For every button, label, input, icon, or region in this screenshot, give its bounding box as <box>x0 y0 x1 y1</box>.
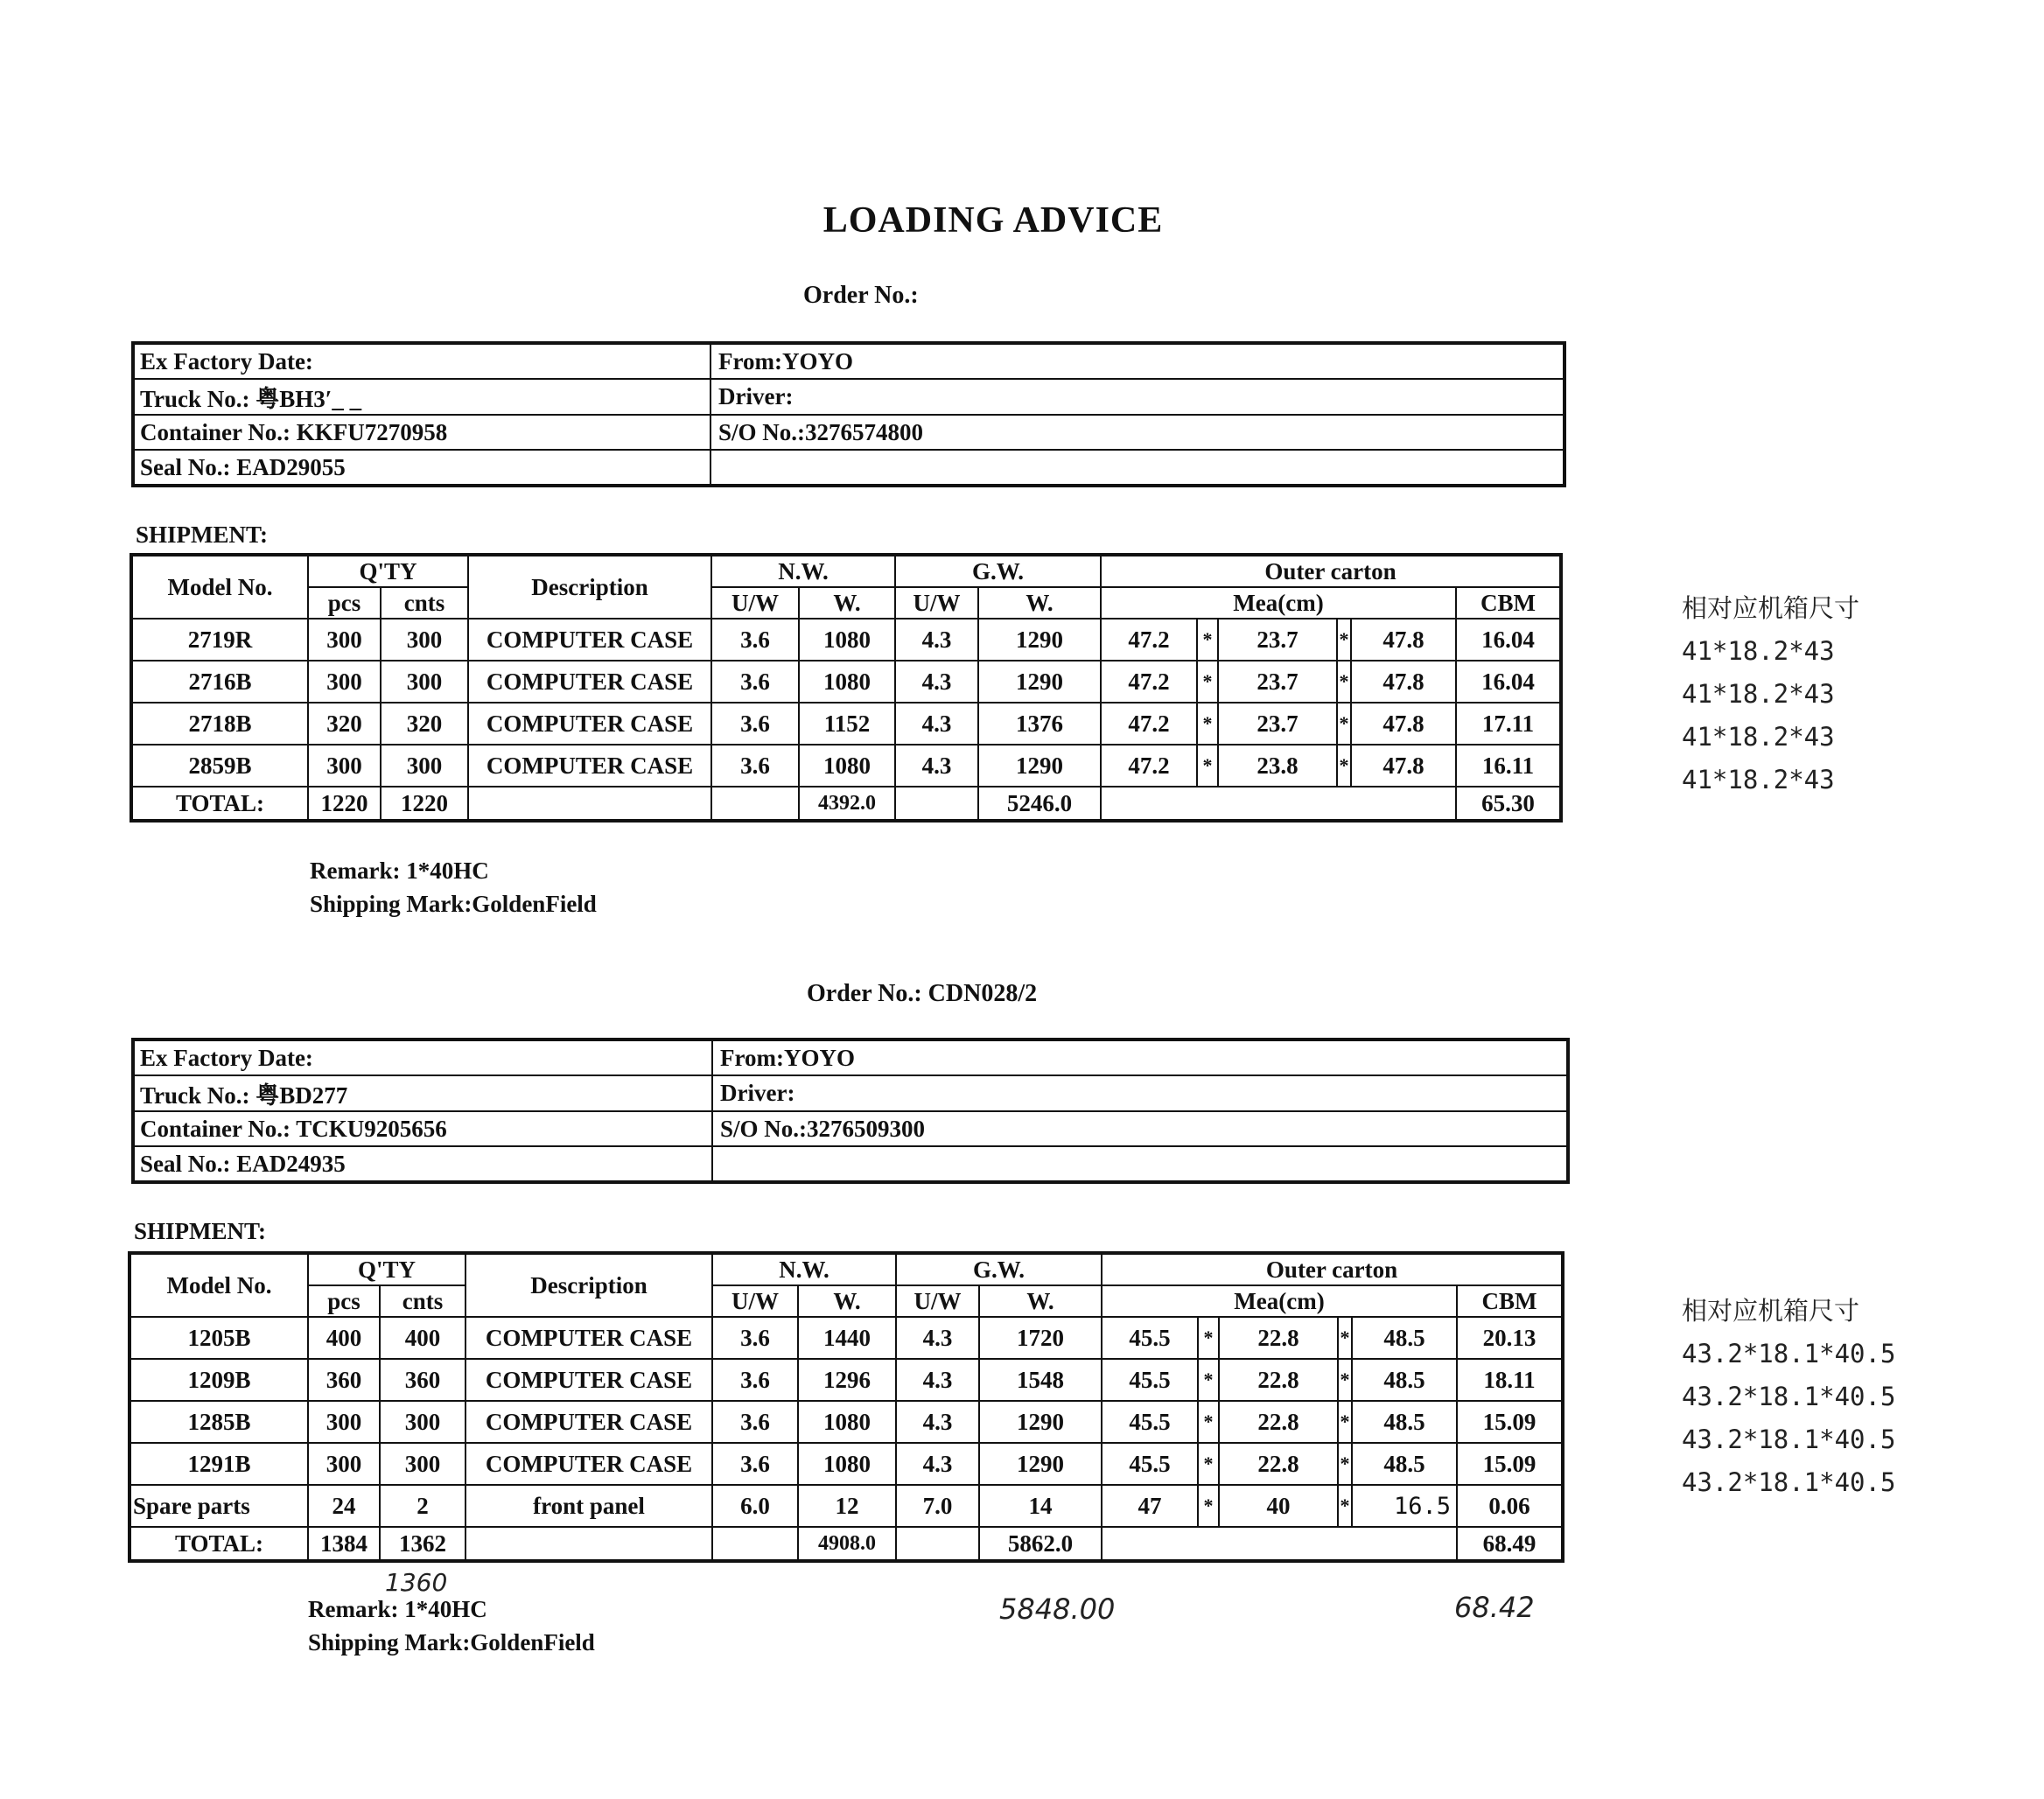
cell-cbm: 16.04 <box>1456 661 1561 703</box>
cell-length: 45.5 <box>1102 1317 1198 1359</box>
cell-width: 22.8 <box>1219 1317 1338 1359</box>
total-label: TOTAL: <box>131 787 308 821</box>
cell-separator: * <box>1338 1485 1352 1527</box>
cell-cbm: 15.09 <box>1457 1401 1563 1443</box>
cell-height: 47.8 <box>1351 745 1456 787</box>
cell-description: COMPUTER CASE <box>466 1401 712 1443</box>
order-number-label: Order No.: CDN028/2 <box>807 980 1038 1007</box>
cell-gw-w: 1290 <box>978 745 1101 787</box>
header-nw: N.W. <box>711 555 895 587</box>
cell-model: 2719R <box>131 619 308 661</box>
cell-gw-w: 1290 <box>978 661 1101 703</box>
cell-height: 48.5 <box>1352 1401 1457 1443</box>
cell-gw-w: 14 <box>979 1485 1102 1527</box>
cell-model: 1205B <box>130 1317 308 1359</box>
cell-separator: * <box>1337 661 1351 703</box>
cell-separator: * <box>1338 1443 1352 1485</box>
cell-separator: * <box>1337 745 1351 787</box>
cell-model: 2859B <box>131 745 308 787</box>
cell-separator: * <box>1337 619 1351 661</box>
case-size-notes <box>1682 1290 1895 1504</box>
cell-width: 23.7 <box>1218 619 1337 661</box>
header-pcs: pcs <box>308 1285 380 1317</box>
total-empty <box>895 787 978 821</box>
cell-width: 22.8 <box>1219 1359 1338 1401</box>
cell-cbm: 15.09 <box>1457 1443 1563 1485</box>
cell-height: 47.8 <box>1351 619 1456 661</box>
cell-nw-uw: 3.6 <box>712 1401 798 1443</box>
cell-width: 22.8 <box>1219 1443 1338 1485</box>
cell-separator: * <box>1197 619 1218 661</box>
cell-nw-uw: 3.6 <box>711 703 799 745</box>
ex-factory-date: Ex Factory Date: <box>133 1040 712 1075</box>
cell-nw-uw: 6.0 <box>712 1485 798 1527</box>
empty-cell <box>712 1146 1568 1182</box>
header-gw-uw: U/W <box>895 587 978 619</box>
cell-gw-uw: 4.3 <box>896 1443 979 1485</box>
cell-gw-w: 1290 <box>978 619 1101 661</box>
total-cbm: 68.49 <box>1457 1527 1563 1561</box>
total-empty <box>712 1527 798 1561</box>
cell-nw-uw: 3.6 <box>711 661 799 703</box>
case-size-item: 41*18.2*43 <box>1682 636 1835 666</box>
cell-nw-w: 1440 <box>798 1317 896 1359</box>
cell-model: 2716B <box>131 661 308 703</box>
table-row <box>130 1485 1563 1527</box>
header-description: Description <box>468 555 711 619</box>
header-gw-w: W. <box>979 1285 1102 1317</box>
cell-cnts: 2 <box>380 1485 466 1527</box>
cell-gw-uw: 4.3 <box>895 745 978 787</box>
total-empty <box>711 787 799 821</box>
cell-separator: * <box>1198 1317 1219 1359</box>
cell-model: 1209B <box>130 1359 308 1401</box>
cell-nw-w: 1152 <box>799 703 895 745</box>
cell-separator: * <box>1338 1401 1352 1443</box>
cell-length: 45.5 <box>1102 1401 1198 1443</box>
cell-cnts: 300 <box>381 619 468 661</box>
container-number: Container No.: KKFU7270958 <box>133 415 710 450</box>
cell-description: COMPUTER CASE <box>466 1359 712 1401</box>
order-info-table <box>131 341 1566 487</box>
cell-pcs: 24 <box>308 1485 380 1527</box>
header-mea: Mea(cm) <box>1101 587 1456 619</box>
cell-pcs: 300 <box>308 1443 380 1485</box>
cell-separator: * <box>1198 1443 1219 1485</box>
cell-width: 23.7 <box>1218 703 1337 745</box>
cell-cnts: 300 <box>380 1443 466 1485</box>
cell-gw-w: 1376 <box>978 703 1101 745</box>
cell-separator: * <box>1198 1359 1219 1401</box>
cell-nw-uw: 3.6 <box>711 745 799 787</box>
total-empty <box>1101 787 1456 821</box>
cell-cnts: 300 <box>381 745 468 787</box>
cell-separator: * <box>1197 745 1218 787</box>
cell-cnts: 300 <box>380 1401 466 1443</box>
cell-gw-w: 1548 <box>979 1359 1102 1401</box>
cell-description: front panel <box>466 1485 712 1527</box>
header-gw-uw: U/W <box>896 1285 979 1317</box>
table-row <box>130 1359 1563 1401</box>
table-row <box>131 745 1561 787</box>
header-cbm: CBM <box>1457 1285 1563 1317</box>
cell-nw-uw: 3.6 <box>712 1443 798 1485</box>
total-row <box>131 787 1561 821</box>
cell-height: 48.5 <box>1352 1359 1457 1401</box>
header-nw-w: W. <box>799 587 895 619</box>
cell-description: COMPUTER CASE <box>468 619 711 661</box>
cell-cnts: 300 <box>381 661 468 703</box>
cell-cbm: 16.11 <box>1456 745 1561 787</box>
cell-nw-w: 12 <box>798 1485 896 1527</box>
header-description: Description <box>466 1253 712 1317</box>
case-size-title: 相对应机箱尺寸 <box>1682 1296 1860 1326</box>
case-size-title: 相对应机箱尺寸 <box>1682 593 1860 623</box>
shipment-table <box>128 1251 1564 1563</box>
cell-nw-uw: 3.6 <box>711 619 799 661</box>
cell-separator: * <box>1198 1401 1219 1443</box>
cell-description: COMPUTER CASE <box>468 745 711 787</box>
cell-model: 1291B <box>130 1443 308 1485</box>
driver-field: Driver: <box>710 379 1564 415</box>
cell-gw-uw: 4.3 <box>895 703 978 745</box>
so-number: S/O No.:3276509300 <box>712 1111 1568 1146</box>
header-cnts: cnts <box>381 587 468 619</box>
handwritten-gw-note: 5848.00 <box>999 1592 1116 1626</box>
cell-separator: * <box>1338 1359 1352 1401</box>
cell-separator: * <box>1338 1317 1352 1359</box>
header-outer-carton: Outer carton <box>1102 1253 1563 1285</box>
cell-gw-uw: 4.3 <box>896 1317 979 1359</box>
cell-separator: * <box>1198 1485 1219 1527</box>
cell-pcs: 360 <box>308 1359 380 1401</box>
cell-length: 47 <box>1102 1485 1198 1527</box>
cell-gw-w: 1290 <box>979 1443 1102 1485</box>
cell-cnts: 360 <box>380 1359 466 1401</box>
table-row <box>131 619 1561 661</box>
cell-nw-uw: 3.6 <box>712 1317 798 1359</box>
cell-gw-uw: 4.3 <box>896 1359 979 1401</box>
case-size-item: 43.2*18.1*40.5 <box>1682 1467 1896 1497</box>
shipment-label: SHIPMENT: <box>136 522 269 548</box>
case-size-item: 41*18.2*43 <box>1682 679 1835 709</box>
total-pcs: 1384 <box>308 1527 380 1561</box>
cell-gw-uw: 7.0 <box>896 1485 979 1527</box>
cell-length: 47.2 <box>1101 745 1197 787</box>
header-pcs: pcs <box>308 587 381 619</box>
shipment-table <box>130 553 1563 822</box>
total-empty <box>466 1527 712 1561</box>
shipment-label: SHIPMENT: <box>134 1218 267 1244</box>
cell-cnts: 320 <box>381 703 468 745</box>
cell-height: 47.8 <box>1351 703 1456 745</box>
header-gw-w: W. <box>978 587 1101 619</box>
cell-separator: * <box>1197 661 1218 703</box>
cell-nw-w: 1080 <box>799 661 895 703</box>
total-cnts: 1220 <box>381 787 468 821</box>
seal-number: Seal No.: EAD24935 <box>133 1146 712 1182</box>
case-size-item: 43.2*18.1*40.5 <box>1682 1339 1896 1368</box>
case-size-item: 41*18.2*43 <box>1682 765 1835 794</box>
total-cnts: 1362 <box>380 1527 466 1561</box>
header-nw-w: W. <box>798 1285 896 1317</box>
cell-description: COMPUTER CASE <box>466 1317 712 1359</box>
shipping-mark: Shipping Mark:GoldenField <box>310 891 597 917</box>
cell-width: 40 <box>1219 1485 1338 1527</box>
cell-gw-uw: 4.3 <box>895 619 978 661</box>
case-size-notes <box>1682 587 1859 802</box>
header-model: Model No. <box>130 1253 308 1317</box>
truck-number: Truck No.: 粤BD277 <box>133 1075 712 1111</box>
cell-pcs: 300 <box>308 619 381 661</box>
cell-pcs: 300 <box>308 661 381 703</box>
header-nw-uw: U/W <box>712 1285 798 1317</box>
cell-cbm: 0.06 <box>1457 1485 1563 1527</box>
total-empty <box>468 787 711 821</box>
cell-height: 48.5 <box>1352 1443 1457 1485</box>
cell-gw-uw: 4.3 <box>896 1401 979 1443</box>
cell-model: 2718B <box>131 703 308 745</box>
cell-pcs: 300 <box>308 1401 380 1443</box>
cell-width: 23.7 <box>1218 661 1337 703</box>
header-mea: Mea(cm) <box>1102 1285 1457 1317</box>
header-model: Model No. <box>131 555 308 619</box>
cell-cbm: 17.11 <box>1456 703 1561 745</box>
ex-factory-date: Ex Factory Date: <box>133 343 710 379</box>
header-nw-uw: U/W <box>711 587 799 619</box>
case-size-item: 43.2*18.1*40.5 <box>1682 1424 1896 1454</box>
cell-nw-w: 1296 <box>798 1359 896 1401</box>
header-qty: Q'TY <box>308 1253 466 1285</box>
total-cbm: 65.30 <box>1456 787 1561 821</box>
cell-nw-w: 1080 <box>799 745 895 787</box>
cell-cbm: 18.11 <box>1457 1359 1563 1401</box>
header-nw: N.W. <box>712 1253 896 1285</box>
cell-height: 16.5 <box>1352 1485 1457 1527</box>
total-pcs: 1220 <box>308 787 381 821</box>
cell-description: COMPUTER CASE <box>468 703 711 745</box>
cell-separator: * <box>1337 703 1351 745</box>
table-row <box>130 1401 1563 1443</box>
so-number: S/O No.:3276574800 <box>710 415 1564 450</box>
order-info-table <box>131 1038 1570 1184</box>
handwritten-cnts-note: 1360 <box>385 1568 448 1597</box>
total-row <box>130 1527 1563 1561</box>
handwritten-cbm-note: 68.42 <box>1454 1591 1535 1624</box>
total-gw: 5862.0 <box>979 1527 1102 1561</box>
header-cnts: cnts <box>380 1285 466 1317</box>
driver-field: Driver: <box>712 1075 1568 1111</box>
table-row <box>130 1443 1563 1485</box>
table-row <box>130 1317 1563 1359</box>
cell-width: 23.8 <box>1218 745 1337 787</box>
cell-height: 47.8 <box>1351 661 1456 703</box>
cell-gw-w: 1290 <box>979 1401 1102 1443</box>
case-size-item: 43.2*18.1*40.5 <box>1682 1382 1896 1411</box>
cell-length: 45.5 <box>1102 1359 1198 1401</box>
seal-number: Seal No.: EAD29055 <box>133 450 710 486</box>
cell-width: 22.8 <box>1219 1401 1338 1443</box>
cell-pcs: 400 <box>308 1317 380 1359</box>
total-empty <box>896 1527 979 1561</box>
remark: Remark: 1*40HC <box>308 1596 487 1622</box>
header-gw: G.W. <box>896 1253 1102 1285</box>
container-number: Container No.: TCKU9205656 <box>133 1111 712 1146</box>
header-cbm: CBM <box>1456 587 1561 619</box>
total-nw: 4908.0 <box>798 1527 896 1561</box>
shipping-mark: Shipping Mark:GoldenField <box>308 1629 595 1656</box>
total-gw: 5246.0 <box>978 787 1101 821</box>
cell-length: 45.5 <box>1102 1443 1198 1485</box>
cell-model: 1285B <box>130 1401 308 1443</box>
cell-description: COMPUTER CASE <box>468 661 711 703</box>
table-row <box>131 661 1561 703</box>
total-label: TOTAL: <box>130 1527 308 1561</box>
cell-cnts: 400 <box>380 1317 466 1359</box>
cell-gw-w: 1720 <box>979 1317 1102 1359</box>
cell-cbm: 20.13 <box>1457 1317 1563 1359</box>
cell-description: COMPUTER CASE <box>466 1443 712 1485</box>
cell-pcs: 300 <box>308 745 381 787</box>
header-gw: G.W. <box>895 555 1101 587</box>
total-empty <box>1102 1527 1457 1561</box>
cell-length: 47.2 <box>1101 703 1197 745</box>
header-qty: Q'TY <box>308 555 468 587</box>
table-row <box>131 703 1561 745</box>
empty-cell <box>710 450 1564 486</box>
cell-nw-uw: 3.6 <box>712 1359 798 1401</box>
from-field: From:YOYO <box>712 1040 1568 1075</box>
remark: Remark: 1*40HC <box>310 858 489 884</box>
cell-height: 48.5 <box>1352 1317 1457 1359</box>
cell-gw-uw: 4.3 <box>895 661 978 703</box>
cell-length: 47.2 <box>1101 661 1197 703</box>
from-field: From:YOYO <box>710 343 1564 379</box>
cell-nw-w: 1080 <box>798 1443 896 1485</box>
header-outer-carton: Outer carton <box>1101 555 1561 587</box>
case-size-item: 41*18.2*43 <box>1682 722 1835 752</box>
order-number-label: Order No.: <box>803 282 919 309</box>
cell-nw-w: 1080 <box>799 619 895 661</box>
cell-model: Spare parts <box>130 1485 308 1527</box>
cell-pcs: 320 <box>308 703 381 745</box>
truck-number: Truck No.: 粤BH3′_ _ <box>133 379 710 415</box>
cell-length: 47.2 <box>1101 619 1197 661</box>
document-title: LOADING ADVICE <box>822 200 1164 241</box>
cell-separator: * <box>1197 703 1218 745</box>
total-nw: 4392.0 <box>799 787 895 821</box>
cell-cbm: 16.04 <box>1456 619 1561 661</box>
cell-nw-w: 1080 <box>798 1401 896 1443</box>
